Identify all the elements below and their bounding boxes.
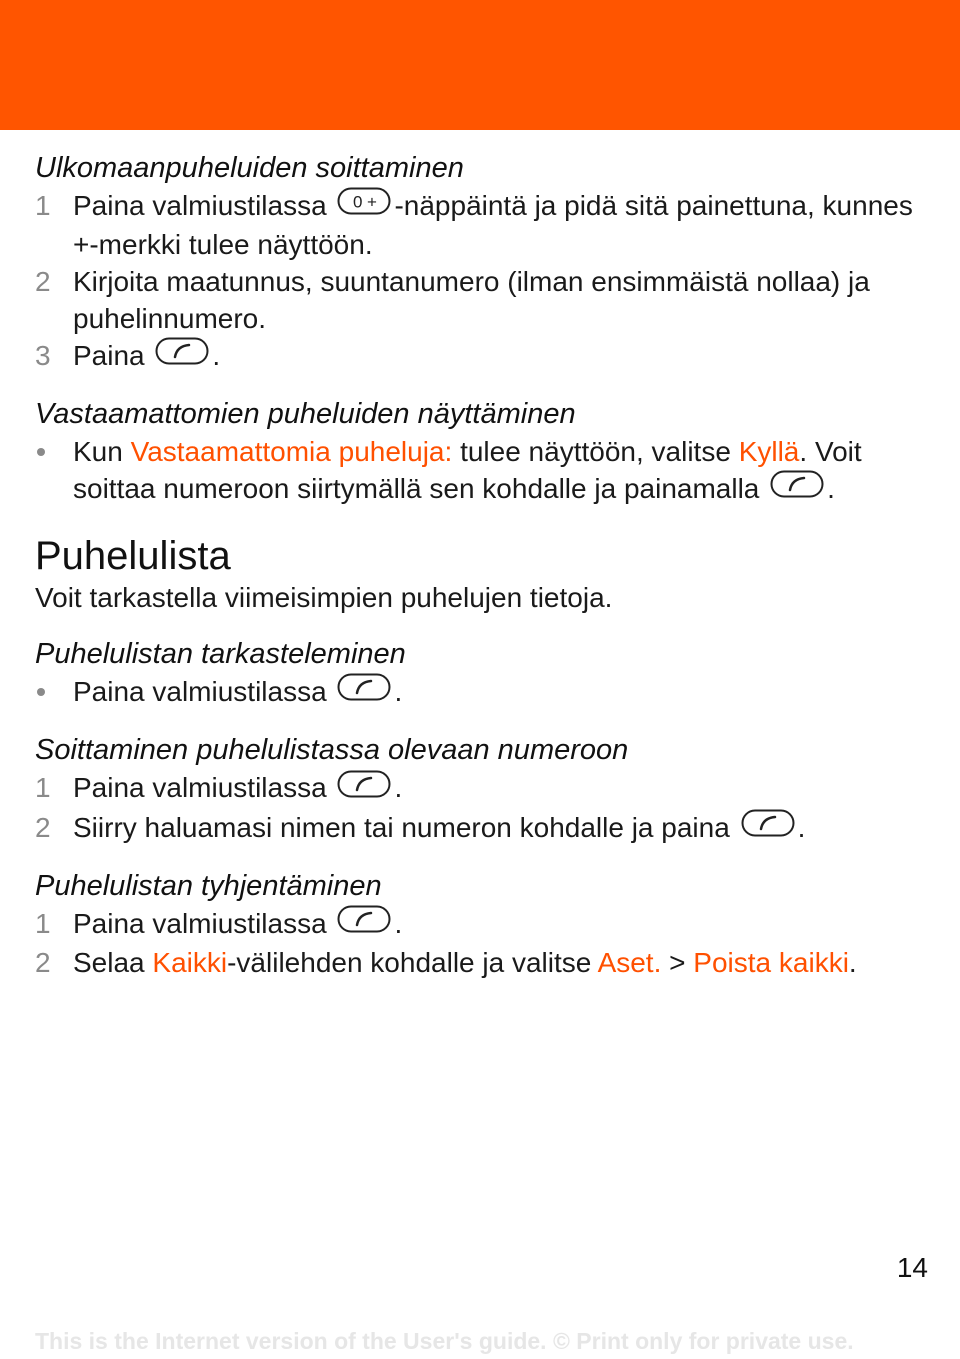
step-text-cont: -näppäintä ja pidä sitä painettuna, kunnes +-merkki tulee näyttöön. — [73, 190, 913, 261]
step-3 — [35, 337, 930, 376]
section-title-clear-call-list: Puhelulistan tyhjentäminen — [35, 869, 382, 902]
menu-term-all: Kaikki — [152, 946, 228, 978]
item-text-end: . — [394, 676, 403, 708]
item-text: tulee näyttöön, valitse — [460, 436, 731, 468]
step-text: Siirry haluamasi nimen tai numeron kohdalle ja paina — [73, 811, 730, 843]
svg-text:0: 0 — [353, 192, 363, 212]
step-text: Paina valmiustilassa — [73, 772, 327, 804]
page-content — [35, 150, 930, 981]
section-title-call-from-list: Soittaminen puhelulistassa olevaan numeroon — [35, 734, 629, 767]
section-title-view-call-list: Puhelulistan tarkasteleminen — [35, 638, 406, 671]
item-text: . Voit soittaa numeroon siirtymällä sen kohdalle ja painamalla — [73, 436, 862, 505]
menu-term-settings: Aset. — [597, 946, 662, 978]
step-text-end: . — [212, 340, 221, 372]
step-number: 2 — [35, 946, 51, 978]
step-text-end: . — [848, 946, 857, 978]
section-intro: Voit tarkastella viimeisimpien puhelujen tietoja. — [35, 582, 613, 614]
step-text: Paina valmiustilassa — [73, 907, 327, 939]
step-text: Kirjoita maatunnus, suuntanumero (ilman ensimmäistä nollaa) ja puhelinnumero. — [73, 266, 870, 335]
section-title-missed-calls: Vastaamattomien puheluiden näyttäminen — [35, 398, 576, 431]
step-number: 3 — [35, 340, 51, 372]
section-title-call-list: Puhelulista — [35, 534, 231, 579]
step-text-end: . — [394, 772, 403, 804]
call-key-icon — [337, 905, 391, 942]
menu-term-missed-calls: Vastaamattomia puheluja: — [130, 436, 453, 468]
section-title-international-calls: Ulkomaanpuheluiden soittaminen — [35, 152, 464, 184]
menu-separator: > — [669, 946, 686, 978]
step-text-end: . — [394, 907, 403, 939]
step-1 — [35, 905, 930, 944]
step-number: 2 — [35, 266, 51, 298]
step-2 — [35, 263, 930, 337]
step-number: 1 — [35, 190, 51, 221]
item-text-end: . — [827, 473, 835, 505]
page-number: 14 — [896, 1252, 928, 1283]
step-number: 2 — [35, 811, 51, 843]
item-text: Paina valmiustilassa — [73, 676, 327, 708]
call-key-icon — [741, 809, 795, 846]
bullet-item — [35, 673, 930, 712]
call-key-icon — [155, 337, 209, 374]
call-key-icon — [337, 673, 391, 710]
header-bar — [0, 0, 960, 130]
step-number: 1 — [35, 772, 51, 804]
step-number: 1 — [35, 907, 51, 939]
bullet-item — [35, 433, 930, 509]
call-key-icon — [337, 770, 391, 807]
footer-watermark: This is the Internet version of the User's guide. © Print only for private use. — [35, 1328, 854, 1354]
step-text: Paina valmiustilassa — [73, 190, 327, 221]
step-text: Selaa — [73, 946, 145, 978]
bullet-dot — [37, 448, 45, 456]
call-key-icon — [770, 470, 824, 507]
step-1 — [35, 769, 930, 808]
menu-term-delete-all: Poista kaikki — [693, 946, 849, 978]
menu-term-yes: Kyllä — [738, 436, 800, 468]
svg-text:+: + — [367, 192, 378, 212]
step-2 — [35, 944, 930, 981]
step-1 — [35, 187, 930, 263]
zero-plus-key-icon — [337, 187, 391, 224]
item-text: Kun — [73, 436, 123, 468]
step-2 — [35, 809, 930, 848]
step-text-end: . — [797, 811, 806, 843]
step-text: -välilehden kohdalle ja valitse — [227, 946, 592, 978]
step-text: Paina — [73, 340, 145, 372]
bullet-dot — [37, 688, 45, 696]
